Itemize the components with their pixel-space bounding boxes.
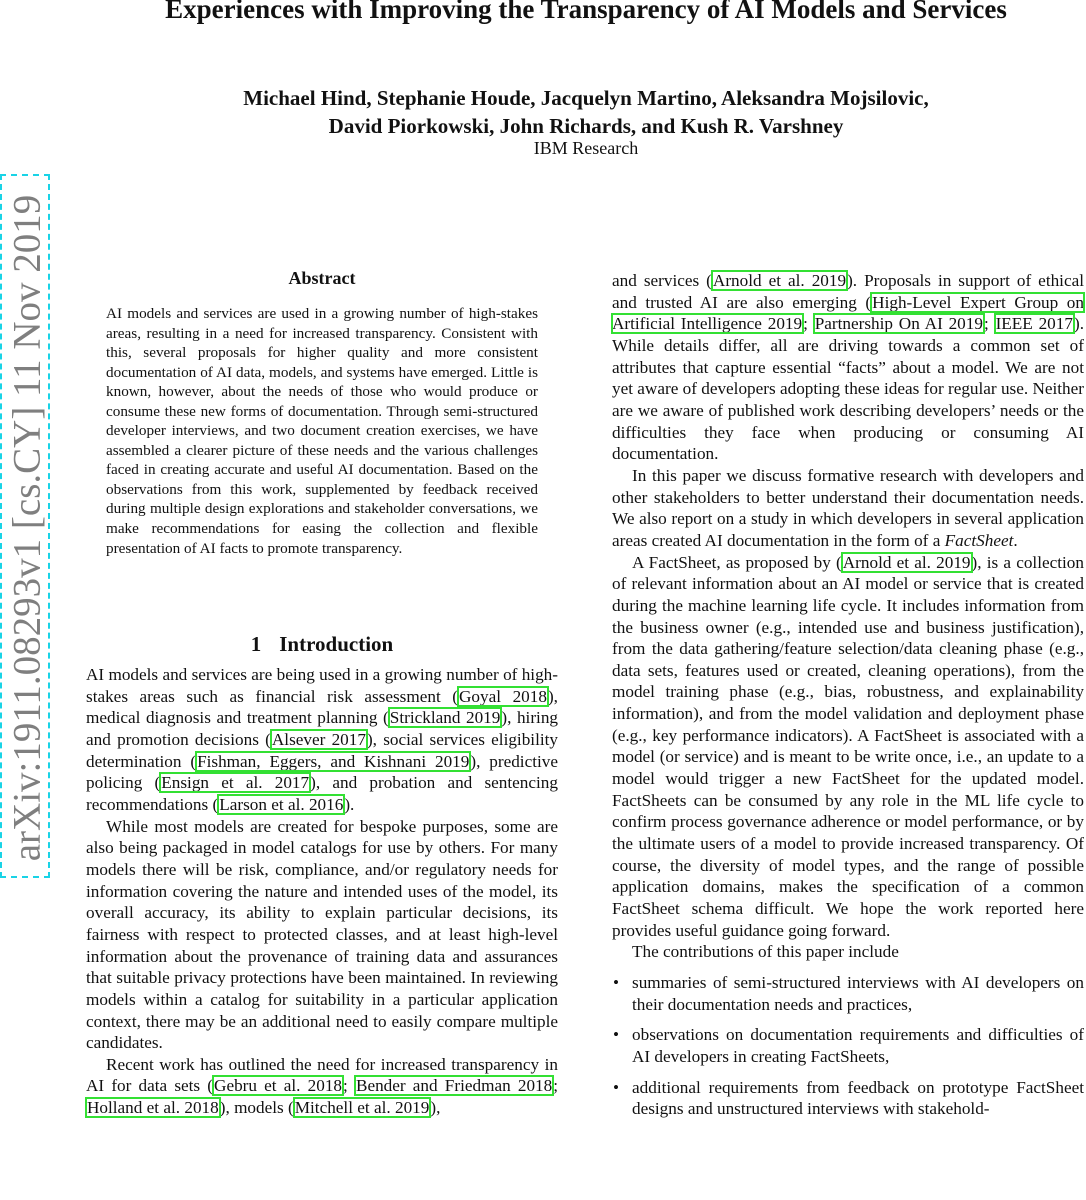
text-span: ), social services eligibility determination (: [86, 729, 558, 771]
contribution-item: • additional requirements from feedback on prototype FactSheet designs and unstructured interviews with stakehold-: [612, 1077, 1084, 1120]
section-title: Introduction: [279, 632, 394, 656]
citation-link[interactable]: Arnold et al. 2019: [842, 552, 971, 572]
text-span: In this paper we discuss formative research with developers and other stakeholders to better understand their documentation needs. We also report on a study in which developers in several application areas created AI documentation in the form of a: [612, 465, 1084, 550]
text-span: ;: [803, 314, 814, 334]
citation-link[interactable]: Alsever 2017: [271, 729, 366, 749]
contribution-item: • summaries of semi-structured interviews with AI developers on their documentation needs and practices,: [612, 972, 1084, 1015]
text-span: ;: [983, 314, 995, 334]
citation-link[interactable]: Bender and Friedman 2018: [355, 1076, 553, 1096]
text-span: ). Proposals in support of ethical and trusted AI are also emerging (: [612, 271, 1084, 312]
affiliation: IBM Research: [533, 138, 639, 158]
right-paragraph-4: The contributions of this paper include: [632, 942, 899, 962]
paper-title: Experiences with Improving the Transparency of AI Models and Services: [165, 0, 1007, 24]
citation-link[interactable]: IEEE 2017: [995, 314, 1073, 334]
emphasis-factsheet: FactSheet: [944, 530, 1014, 550]
arxiv-stamp[interactable]: [0, 174, 50, 878]
right-column: [612, 270, 1084, 1120]
citation-link[interactable]: Goyal 2018: [459, 686, 547, 706]
abstract-heading: Abstract: [288, 268, 356, 288]
author-line-2: David Piorkowski, John Richards, and Kush R. Varshney: [328, 114, 844, 138]
right-paragraph-3: [612, 552, 1084, 942]
text-span: ), is a collection of relevant information about an AI model or service that is created during the machine learning life cycle. It includes information from the business owner (e.g., intended use and business justification), from the data gathering/feature selection/data cleaning phase (e.g., data sets, features used or created, cleaning operations), from the model training phase (e.g., bias, robustness, and explainability information), and from the model validation and deployment phase (e.g., key performance indicators). A FactSheet is associated with a model (or service) and is meant to be write once, i.e., an update to a model would trigger a new FactSheet for the updated model. FactSheets can be consumed by any role in the ML life cycle to confirm process governance adherence or model performance, or by the ultimate users of a model to provide increased transparency. Of course, the diversity of model types, and the range of possible application domains, makes the specification of a common FactSheet schema difficult. We hope the work reported here provides useful guidance going forward.: [612, 552, 1084, 940]
right-paragraph-1: [612, 270, 1084, 465]
text-span: A FactSheet, as proposed by (: [632, 552, 842, 572]
left-column: [86, 664, 558, 1119]
contribution-list: [612, 972, 1084, 1120]
text-span: AI models and services are being used in a growing number of high-stakes areas such as financial risk assessment (: [86, 665, 558, 706]
section-heading-introduction: [86, 632, 558, 657]
right-paragraph-2: [612, 465, 1084, 552]
intro-paragraph-2: While most models are created for bespoke purposes, some are also being packaged in model catalogs for use by others. For many models there will be risk, compliance, and/or regulatory needs for information covering the nature and intended uses of the model, its overall accuracy, its ability to explain particular decisions, its fairness with respect to protected classes, and at least high-level information about the provenance of training data and assurances that suitable privacy protections have been maintained. In reviewing models within a catalog for suitability in a particular application context, there may be an additional need to easily compare multiple candidates.: [86, 816, 558, 1053]
citation-link[interactable]: Arnold et al. 2019: [712, 271, 847, 290]
text-span: ), models (: [219, 1098, 294, 1118]
citation-link[interactable]: Strickland 2019: [389, 708, 501, 728]
text-span: ). While details differ, all are driving towards a common set of attributes that capture essential “facts” about a model. We are not yet aware of developers adopting these ideas for regular use. Neither are we aware of published work describing developers’ needs or the difficulties they face when producing or consuming AI documentation.: [612, 314, 1084, 464]
text-span: .: [1013, 530, 1018, 550]
contribution-item: • observations on documentation requirements and difficulties of AI developers in creating FactSheets,: [612, 1024, 1084, 1067]
section-number: 1: [250, 632, 262, 656]
arxiv-identifier: arXiv:1911.08293v1 [cs.CY] 11 Nov 2019: [5, 194, 49, 862]
citation-link[interactable]: Mitchell et al. 2019: [294, 1098, 430, 1118]
intro-paragraph-3: [86, 1054, 558, 1119]
text-span: ;: [343, 1076, 355, 1096]
intro-paragraph-1: [86, 664, 558, 816]
text-span: and services (: [612, 271, 712, 290]
text-span: ), hiring and promotion decisions (: [86, 708, 559, 749]
author-list: [86, 84, 1086, 140]
text-span: ), and probation and sentencing recommendations (: [86, 773, 558, 814]
text-span: ), predictive policing (: [86, 751, 558, 793]
text-span: ),: [430, 1098, 441, 1118]
citation-link[interactable]: High-Level Expert Group on Artificial Intelligence 2019: [612, 292, 1084, 334]
citation-link[interactable]: Larson et al. 2016: [219, 794, 344, 814]
citation-link[interactable]: Partnership On AI 2019: [814, 314, 983, 334]
author-line-1: Michael Hind, Stephanie Houde, Jacquelyn Martino, Aleksandra Mojsilovic,: [243, 86, 929, 110]
citation-link[interactable]: Gebru et al. 2018: [214, 1076, 343, 1096]
citation-link[interactable]: Holland et al. 2018: [87, 1098, 219, 1118]
text-span: Recent work has outlined the need for increased transparency in AI for data sets (: [86, 1054, 558, 1096]
text-span: ;: [553, 1076, 559, 1096]
text-span: ), medical diagnosis and treatment planning (: [86, 686, 558, 728]
citation-link[interactable]: Ensign et al. 2017: [161, 773, 310, 793]
abstract-body: AI models and services are used in a growing number of high-stakes areas, resulting in a need for increased transparency. Consistent with this, several proposals for higher quality and more consistent documentation of AI data, models, and systems have emerged. Little is known, however, about the needs of those who would produce or consume these new forms of documentation. Through semi-structured developer interviews, and two document creation exercises, we have assembled a clearer picture of these needs and the various challenges faced in creating accurate and useful AI documentation. Based on the observations from this work, supplemented by feedback received during multiple design explorations and stakeholder conversations, we make recommendations for easing the collection and flexible presentation of AI facts to promote transparency.: [106, 305, 538, 557]
text-span: ).: [344, 794, 355, 814]
citation-link[interactable]: Fishman, Eggers, and Kishnani 2019: [197, 751, 470, 771]
